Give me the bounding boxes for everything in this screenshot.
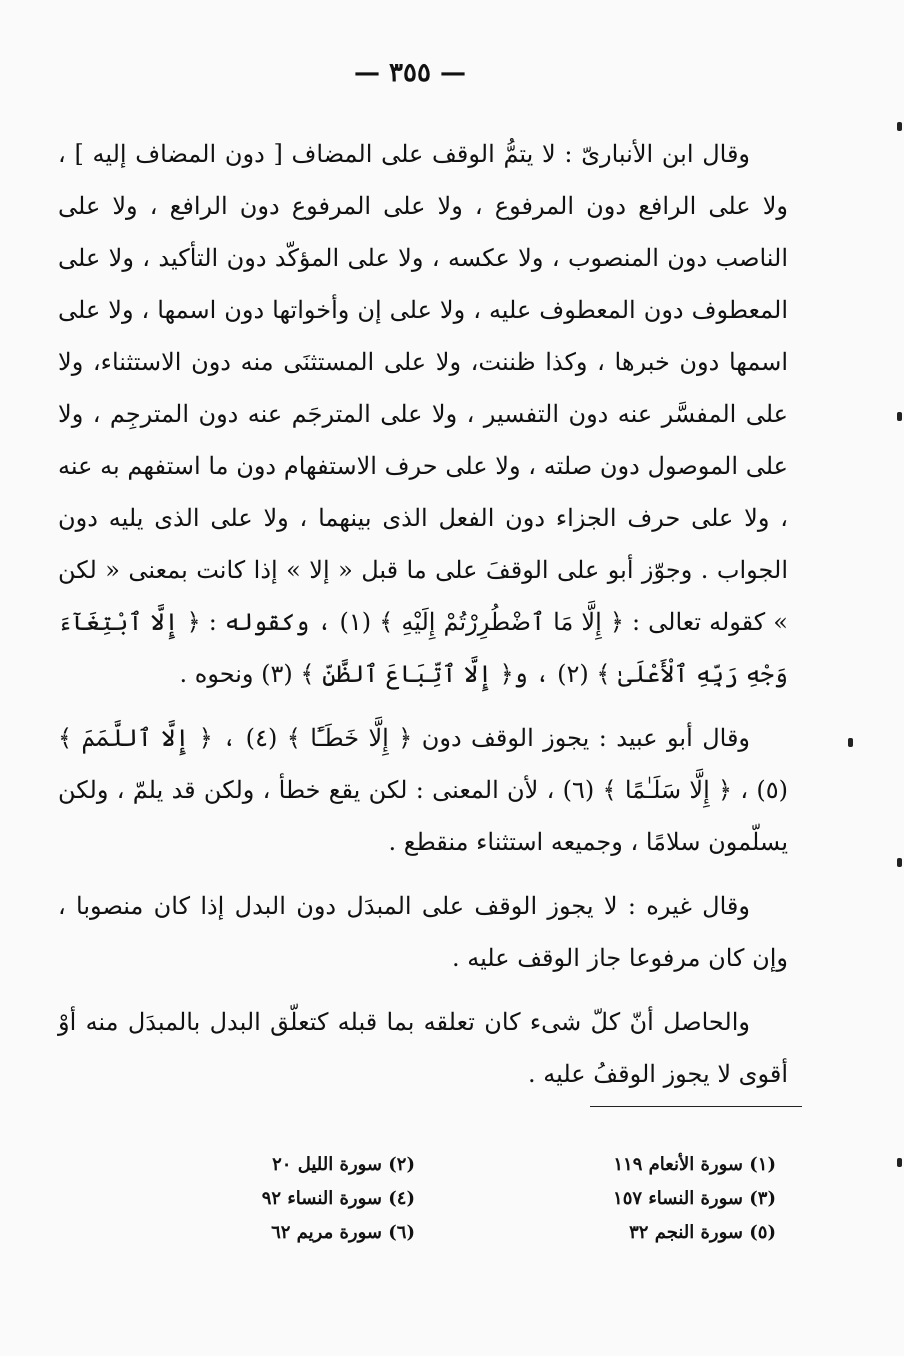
footnotes-right-column bbox=[576, 1148, 776, 1250]
footnotes-left-column bbox=[215, 1148, 415, 1250]
footnote-3: (٣) سورة النساء ١٥٧ bbox=[613, 1188, 776, 1209]
paragraph-others: وقال غيره : لا يجوز الوقف على المبدَل دون البدل إذا كان منصوبا ، وإن كان مرفوعا جاز الوقف عليه . bbox=[58, 892, 788, 972]
footnote-1: (١) سورة الأنعام ١١٩ bbox=[613, 1154, 776, 1175]
footnote-5: (٥) سورة النجم ٣٢ bbox=[629, 1222, 776, 1243]
page-number: — ٣٥٥ — bbox=[353, 58, 467, 88]
paragraph-ibn-al-anbari: وقال ابن الأنبارىّ : لا يتمُّ الوقف على المضاف [ دون المضاف إليه ] ، ولا على الرافع دون المرفوع ، ولا على المرفوع دون الرافع ، ولا على الناصب دون المنصوب ، ولا عكسه ، ولا على المؤكّد دون التأكيد ، ولا على المعطوف دون المعطوف عليه ، ولا على إن وأخواتها دون اسمها ، ولا على اسمها دون خبرها ، وكذا ظننت، ولا على المستثنَى منه دون الاستثناء، ولا على المفسَّر عنه دون التفسير ، ولا على المترجَم عنه دون المترجِم ، ولا على الموصول دون صلته ، ولا على حرف الاستفهام دون ما استفهم به عنه ، ولا على حرف الجزاء دون الفعل الذى بينهما ، ولا على الذى يليه دون الجواب . وجوّز أبو على الوقفَ على ما قبل « إلا » إذا كانت بمعنى « لكن » كقوله تعالى : ﴿ إِلَّا مَا ٱضْطُرِرْتُمْ إِلَيْهِ ﴾ (١) ، وكقوله : ﴿ إِلَّا ٱبْتِغَآءَ وَجْهِ رَبِّهِ ٱلْأَعْلَىٰ ﴾ (٢) ، و﴿ إِلَّا ٱتِّبَاعَ ٱلظَّنِّ ﴾ (٣) ونحوه . bbox=[58, 140, 788, 688]
scan-mark bbox=[897, 412, 902, 421]
paragraph-conclusion: والحاصل أنّ كلّ شىء كان تعلقه بما قبله كتعلّق البدل بالمبدَل منه أوْ أقوى لا يجوز الوقفُ عليه . bbox=[58, 1008, 788, 1088]
footnote-divider bbox=[590, 1106, 802, 1107]
paragraph-abu-ubayd: وقال أبو عبيد : يجوز الوقف دون ﴿ إِلَّا خَطَـًٔا ﴾ (٤) ، ﴿ إِلَّا ٱللَّمَمَ ﴾ (٥) ، ﴿ إِلَّا سَلَـٰمًا ﴾ (٦) ، لأن المعنى : لكن يقع خطأ ، ولكن قد يلمّ ، ولكن يسلّمون سلامًا ، وجميعه استثناء منقطع . bbox=[58, 724, 789, 856]
scan-mark bbox=[897, 1158, 902, 1167]
scan-mark bbox=[848, 738, 853, 747]
main-text bbox=[58, 128, 788, 1112]
footnote-2: (٢) سورة الليل ٢٠ bbox=[272, 1154, 415, 1175]
footnote-4: (٤) سورة النساء ٩٢ bbox=[261, 1188, 415, 1209]
footnote-6: (٦) سورة مريم ٦٢ bbox=[271, 1222, 415, 1243]
scan-mark bbox=[897, 858, 902, 867]
scan-mark bbox=[897, 122, 902, 131]
